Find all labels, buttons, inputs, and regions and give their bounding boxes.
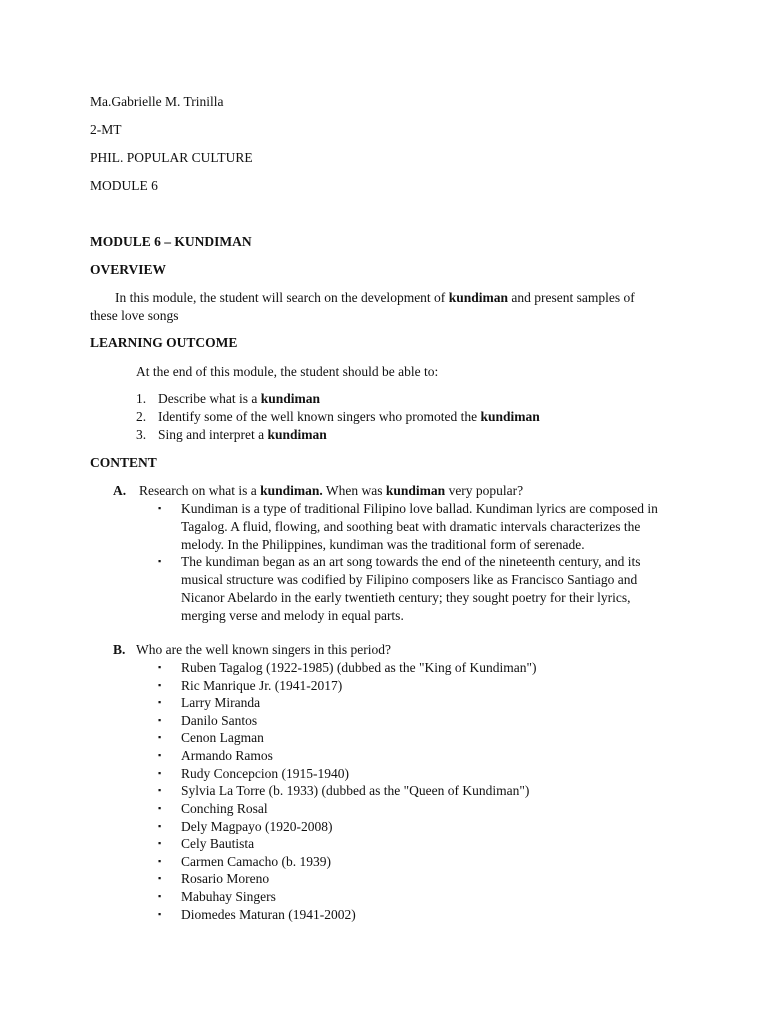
square-bullet-icon: ▪ (158, 503, 162, 513)
overview-heading: OVERVIEW (90, 262, 167, 277)
square-bullet-icon: ▪ (158, 768, 162, 778)
list-item: Cely Bautista (181, 836, 255, 851)
square-bullet-icon: ▪ (158, 715, 162, 725)
student-section: 2-MT (90, 122, 122, 137)
square-bullet-icon: ▪ (158, 873, 162, 883)
square-bullet-icon: ▪ (158, 821, 162, 831)
square-bullet-icon: ▪ (158, 785, 162, 795)
course-title: PHIL. POPULAR CULTURE (90, 150, 253, 165)
list-item: Sylvia La Torre (b. 1933) (dubbed as the "Queen of Kundiman") (181, 783, 530, 798)
student-name: Ma.Gabrielle M. Trinilla (90, 94, 224, 109)
list-item: Carmen Camacho (b. 1939) (181, 854, 331, 869)
overview-text-line-2: these love songs (90, 308, 179, 323)
square-bullet-icon: ▪ (158, 838, 162, 848)
list-item: Conching Rosal (181, 801, 268, 816)
square-bullet-icon: ▪ (158, 909, 162, 919)
list-item: Ruben Tagalog (1922-1985) (dubbed as the "King of Kundiman") (181, 660, 537, 675)
list-item: Diomedes Maturan (1941-2002) (181, 907, 356, 922)
square-bullet-icon: ▪ (158, 732, 162, 742)
list-item: Larry Miranda (181, 695, 261, 710)
list-item: Danilo Santos (181, 713, 258, 728)
list-item: Rosario Moreno (181, 871, 270, 886)
square-bullet-icon: ▪ (158, 662, 162, 672)
square-bullet-icon: ▪ (158, 803, 162, 813)
content-heading: CONTENT (90, 455, 157, 470)
list-item: Armando Ramos (181, 748, 273, 763)
list-item: Mabuhay Singers (181, 889, 276, 904)
overview-text-line-1: In this module, the student will search on the development of kundiman and present samples of (115, 290, 635, 305)
module-title: MODULE 6 – KUNDIMAN (90, 234, 252, 249)
list-item: Cenon Lagman (181, 730, 264, 745)
square-bullet-icon: ▪ (158, 697, 162, 707)
section-a-question: Research on what is a kundiman. When was kundiman very popular? (139, 483, 524, 498)
learning-outcome-intro: At the end of this module, the student should be able to: (136, 364, 439, 379)
list-item: Dely Magpayo (1920-2008) (181, 819, 333, 834)
module-label: MODULE 6 (90, 178, 158, 193)
section-b-letter: B. (113, 642, 126, 657)
square-bullet-icon: ▪ (158, 891, 162, 901)
square-bullet-icon: ▪ (158, 750, 162, 760)
document-page: Ma.Gabrielle M. Trinilla 2-MT PHIL. POPULAR CULTURE MODULE 6 MODULE 6 – KUNDIMAN OVERVIEW In this module, the student will search on the development of kundiman and present samples of these love songs LEARNING OUTCOME At the end of this module, the student should be able to: 1. Describe what is a kundiman 2. Identify some of the well known singers who promoted the kundiman 3. Sing and interpret a kundiman CONTENT A. Research on what is a kundiman. When was kundiman very popular? ▪ Kundiman is a type of traditional Filipino love ballad. Kundiman lyrics are composed in Tagalog. A fluid, flowing, and soothing beat with dramatic intervals characterizes the melody. In the Philippines, kundiman was the traditional form of serenade. ▪ The kundiman began as an art song towards the end of the nineteenth century, and its musical structure was codified by Filipino composers like as Francisco Santiago and Nicanor Abelardo in the early twentieth century; they sought poetry for their lyrics, merging verse and melody in equal parts. B. Who are the well known singers in this period? ▪ Ruben Tagalog (1922-1985) (dubbed as the "King of Kundiman") ▪ Ric Manrique Jr. (1941-2017) ▪ Larry Miranda ▪ Danilo Santos ▪ Cenon Lagman ▪ Armando Ramos ▪ Rudy Concepcion (1915-1940) ▪ Sylvia La Torre (b. 1933) (dubbed as the "Queen of Kundiman") ▪ Conching Rosal ▪ Dely Magpayo (1920-2008) ▪ Cely Bautista ▪ Carmen Camacho (b. 1939) ▪ Rosario Moreno ▪ Mabuhay Singers ▪ Diomedes Maturan (1941-2002) (90, 94, 658, 922)
list-item: Ric Manrique Jr. (1941-2017) (181, 678, 343, 693)
list-item: Rudy Concepcion (1915-1940) (181, 766, 349, 781)
section-b-question: Who are the well known singers in this period? (136, 642, 391, 657)
learning-outcome-heading: LEARNING OUTCOME (90, 335, 238, 350)
section-a-letter: A. (113, 483, 127, 498)
square-bullet-icon: ▪ (158, 556, 162, 566)
square-bullet-icon: ▪ (158, 856, 162, 866)
square-bullet-icon: ▪ (158, 680, 162, 690)
